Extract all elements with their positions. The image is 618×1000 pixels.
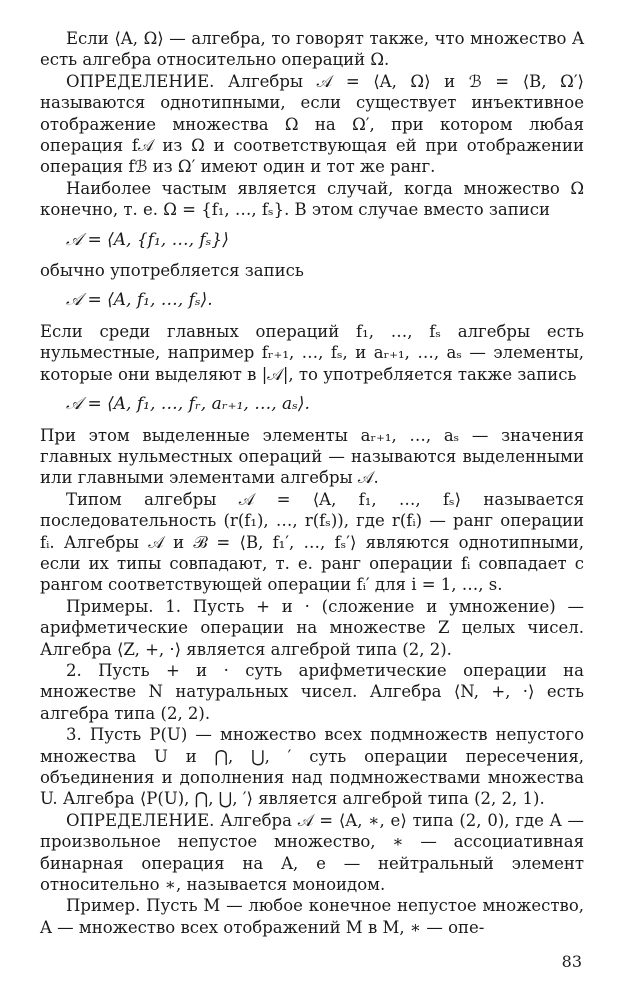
paragraph-3: Наиболее частым является случай, когда множество Ω конечно, т. е. Ω = {f₁, …, fₛ}. В этом случае вместо записи (40, 178, 584, 220)
example-monoid: Пример. Пусть M — любое конечное непустое множество, A — множество всех отображений M в M, ∗ — опе- (40, 896, 584, 937)
example-2: 2. Пусть + и · суть арифметические операции на множестве N натуральных чисел. Алгебра ⟨N, +, ·⟩ есть алгебра типа (2, 2). (40, 660, 584, 723)
paragraph-1: Если ⟨A, Ω⟩ — алгебра, то говорят также, что множество A есть алгебра относительно операций Ω. (40, 29, 584, 70)
definition-monoid: ОПРЕДЕЛЕНИЕ. Алгебра 𝒜 = ⟨A, ∗, e⟩ типа (2, 0), где A — произвольное непустое множество, ∗ — ассоциативная бинарная операция на A, e — нейтральный элемент относительно ∗, называется моноидом. (40, 810, 584, 895)
formula-2: 𝒜 = ⟨A, f₁, …, fₛ⟩. (66, 290, 213, 311)
paragraph-5: обычно употребляется запись (40, 261, 304, 281)
page-number: 83 (561, 952, 582, 971)
formula-3: 𝒜 = ⟨A, f₁, …, fᵣ, aᵣ₊₁, …, aₛ⟩. (66, 394, 310, 415)
formula-1: 𝒜 = ⟨A, {f₁, …, fₛ}⟩ (66, 229, 229, 250)
example-3: 3. Пусть P(U) — множество всех подмножеств непустого множества U и ⋂, ⋃, ′ суть операции пересечения, объединения и дополнения над подмножествами множества U. Алгебра ⟨P(U), ⋂, ⋃, ′⟩ является алгеброй типа (2, 2, 1). (40, 725, 584, 809)
paragraph-9: При этом выделенные элементы aᵣ₊₁, …, aₛ — значения главных нульместных операций — называются выделенными или главными элементами алгебры 𝒜. (40, 425, 584, 488)
paragraph-7: Если среди главных операций f₁, …, fₛ алгебры есть нульместные, например fᵣ₊₁, …, fₛ, и aᵣ₊₁, …, aₛ — элементы, которые они выделяют в |𝒜|, то употребляется также запись (40, 321, 584, 384)
definition-homogeneous: ОПРЕДЕЛЕНИЕ. Алгебры 𝒜 = ⟨A, Ω⟩ и ℬ = ⟨B, Ω′⟩ называются однотипными, если существует инъективное отображение множества Ω на Ω′, при котором любая операция f𝒜 из Ω и соответствующая ей при отображении операция fℬ из Ω′ имеют один и тот же ранг. (40, 71, 584, 177)
example-1: Примеры. 1. Пусть + и · (сложение и умножение) — арифметические операции на множестве Z целых чисел. Алгебра ⟨Z, +, ·⟩ является алгеброй типа (2, 2). (40, 596, 584, 659)
paragraph-type: Типом алгебры 𝒜 = ⟨A, f₁, …, fₛ⟩ называется последовательность (r(f₁), …, r(fₛ)), где r(fᵢ) — ранг операции fᵢ. Алгебры 𝒜 и ℬ = ⟨B, f₁′, …, fₛ′⟩ являются однотипными, если их типы совпадают, т. е. ранг операции fᵢ совпадает с рангом соответствующей операции fᵢ′ для i = 1, …, s. (40, 489, 584, 595)
